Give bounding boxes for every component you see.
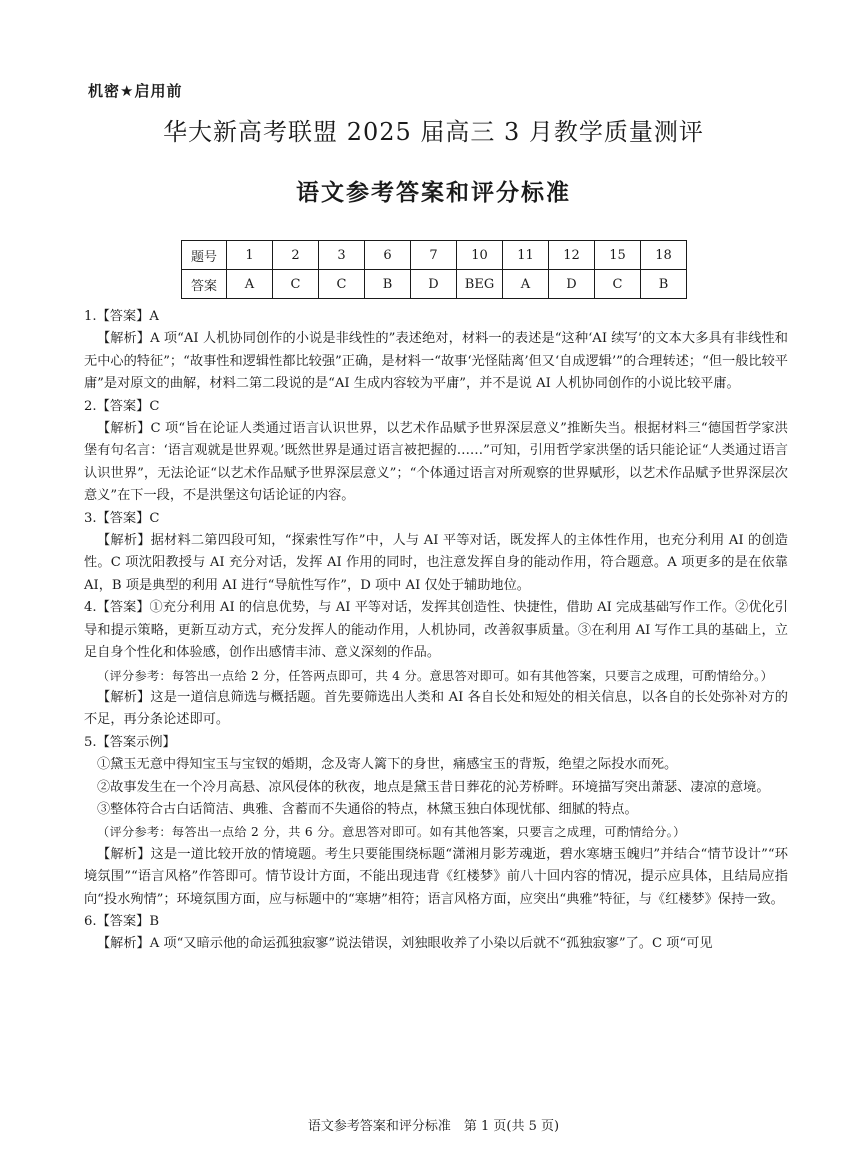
answer-paragraph: 【解析】这是一道比较开放的情境题。考生只要能围绕标题“潇湘月影芳魂逝，碧水寒塘玉魄归”并结合“情节设计”“环境氛围”“语言风格”作答即可。情节设计方面，不能出现违背《红楼梦》前八十回内容的情况，提示应具体，且结局应指向“投水殉情”；环境氛围方面，应与标题中的“寒塘”相符；语言风格方面，应突出“典雅”特征，与《红楼梦》保持一致。 xyxy=(84,846,788,907)
question-number-row xyxy=(182,241,687,270)
answer-paragraph: 3.【答案】C xyxy=(84,510,160,526)
answer-paragraph: 2.【答案】C xyxy=(84,398,160,414)
answer-explanations xyxy=(84,306,788,956)
answer-paragraph: 5.【答案示例】 xyxy=(84,734,176,750)
question-number-cell: 2 xyxy=(273,241,319,270)
question-number-cell: 12 xyxy=(549,241,595,270)
answer-label: 答案 xyxy=(182,270,227,299)
question-number-cell: 7 xyxy=(411,241,457,270)
scoring-note: （评分参考：每答出一点给 2 分，共 6 分。意思答对即可。如有其他答案，只要言之成理，可酌情给分。） xyxy=(97,825,686,840)
answer-cell: D xyxy=(411,270,457,299)
question-number-cell: 18 xyxy=(641,241,687,270)
answer-paragraph: ①黛玉无意中得知宝玉与宝钗的婚期，念及寄人篱下的身世，痛感宝玉的背叛，绝望之际投水而死。 xyxy=(97,757,678,773)
answer-paragraph: 6.【答案】B xyxy=(84,913,160,929)
exam-title: 华大新高考联盟 2025 届高三 3 月教学质量测评 xyxy=(163,118,704,146)
answer-paragraph: 【解析】这是一道信息筛选与概括题。首先要筛选出人类和 AI 各自长处和短处的相关信息，以各自的长处弥补对方的不足，再分条论述即可。 xyxy=(84,689,788,728)
answer-cell: C xyxy=(319,270,365,299)
answer-paragraph: 【解析】A 项“AI 人机协同创作的小说是非线性的”表述绝对，材料一的表述是“这种‘AI 续写’的文本大多具有非线性和无中心的特征”；“故事性和逻辑性都比较强”正确，是材料一“故事‘光怪陆离’但又‘自成逻辑’”的合理转述；“但一般比较平庸”是对原文的曲解，材料二第二段说的是“AI 生成内容较为平庸”，并不是说 AI 人机协同创作的小说比较平庸。 xyxy=(84,331,788,392)
answer-cell: A xyxy=(503,270,549,299)
question-number-cell: 10 xyxy=(457,241,503,270)
confidential-label: 机密★启用前 xyxy=(88,82,183,100)
question-number-label: 题号 xyxy=(182,241,227,270)
scoring-note: （评分参考：每答出一点给 2 分，任答两点即可，共 4 分。意思答对即可。如有其他答案，只要言之成理，可酌情给分。） xyxy=(97,668,774,683)
question-number-cell: 11 xyxy=(503,241,549,270)
answer-cell: BEG xyxy=(457,270,503,299)
document-subtitle: 语文参考答案和评分标准 xyxy=(296,180,571,206)
answer-paragraph: 【解析】A 项“又暗示他的命运孤独寂寥”说法错误，刘独眼收养了小染以后就不“孤独寂寥”了。C 项“可见 xyxy=(97,936,713,952)
answer-row xyxy=(182,270,687,299)
question-number-cell: 1 xyxy=(227,241,273,270)
page-footer: 语文参考答案和评分标准 第 1 页(共 5 页) xyxy=(307,1119,560,1134)
answer-cell: B xyxy=(365,270,411,299)
answer-cell: A xyxy=(227,270,273,299)
answer-paragraph: 【解析】据材料二第四段可知，“探索性写作”中，人与 AI 平等对话，既发挥人的主体性作用，也充分利用 AI 的创造性。C 项沈阳教授与 AI 充分对话，发挥 AI 作用的同时，也注意发挥自身的能动作用，符合题意。A 项更多的是在依靠 AI，B 项是典型的利用 AI 进行“导航性写作”，D 项中 AI 仅处于辅助地位。 xyxy=(84,533,788,593)
answer-cell: D xyxy=(549,270,595,299)
answer-table xyxy=(181,240,687,299)
question-number-cell: 3 xyxy=(319,241,365,270)
question-number-cell: 6 xyxy=(365,241,411,270)
answer-cell: B xyxy=(641,270,687,299)
answer-paragraph: 【解析】C 项“旨在论证人类通过语言认识世界，以艺术作品赋予世界深层意义”推断失当。根据材料三“德国哲学家洪堡有句名言：‘语言观就是世界观。’既然世界是通过语言被把握的……”可知，引用哲学家洪堡的话只能论证“人类通过语言认识世界”，无法论证“以艺术作品赋予世界深层意义”；“个体通过语言对所观察的世界赋形，以艺术作品赋予世界深层次意义”在下一段，不是洪堡这句话论证的内容。 xyxy=(84,421,788,504)
answer-paragraph: 1.【答案】A xyxy=(84,309,159,324)
answer-paragraph: ③整体符合古白话简洁、典雅、含蓄而不失通俗的特点，林黛玉独白体现忧郁、细腻的特点。 xyxy=(97,801,638,817)
answer-cell: C xyxy=(595,270,641,299)
answer-paragraph: ②故事发生在一个冷月高悬、凉风侵体的秋夜，地点是黛玉昔日葬花的沁芳桥畔。环境描写突出萧瑟、凄凉的意境。 xyxy=(97,779,770,795)
question-number-cell: 15 xyxy=(595,241,641,270)
answer-paragraph: 4.【答案】①充分利用 AI 的信息优势，与 AI 平等对话，发挥其创造性、快捷性，借助 AI 完成基础写作工作。②优化引导和提示策略，更新互动方式，充分发挥人的能动作用，人机协同，改善叙事质量。③在利用 AI 写作工具的基础上，立足自身个性化和体验感，创作出感情丰沛、意义深刻的作品。 xyxy=(84,600,788,661)
answer-cell: C xyxy=(273,270,319,299)
